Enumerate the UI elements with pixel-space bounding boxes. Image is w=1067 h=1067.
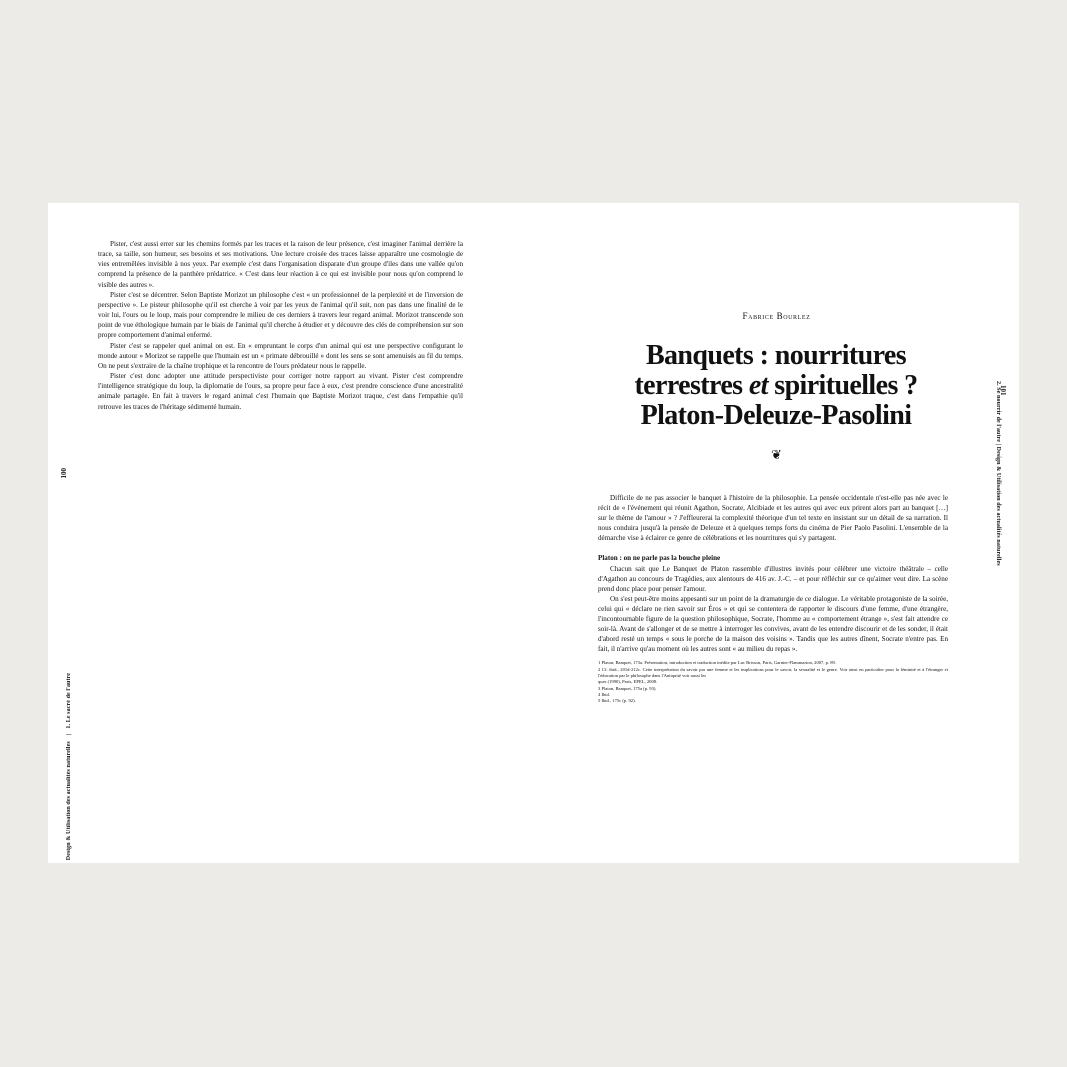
title-line-1: Banquets : nourritures: [645, 340, 907, 371]
article-title: [546, 341, 1006, 431]
footnote-3: 3 Platon, Banquet, 175a (p. 93).: [598, 685, 657, 691]
article-author: Fabrice Bourlez: [742, 311, 811, 321]
footnote-4: 4 Ibid.: [598, 691, 610, 697]
footnote-1: 1 Platon, Banquet, 173a. Présentation, introduction et traduction inédite par Luc Brisson, Paris, Garnier-Flammarion, 2007, p. 89.: [598, 660, 836, 666]
right-paragraph-2: On s'est peut-être moins appesanti sur un point de la dramaturgie de ce dialogue. Le véritable protagoniste de la soirée, celui qui « déclare ne rien savoir sur Éros » et qui se contentera de rapporter le discours d'une femme, d'une étrangère, l'incontournable figure de la question philosophique, Socrate, l'homme au « comportement étrange », s'est fait attendre ce soir-là. Avant de s'allonger et de se mettre à interroger les convives, avant de les entendre discourir et de les sonder, il était d'abord resté un temps « sous le porche de la maison des voisins ». Tandis que les autres dînent, Socrate n'entre pas. En fait, il n'arrive qu'au moment où les autres sont « au milieu du repas ».: [598, 594, 948, 654]
running-head-left-part2: 1. Le sacré de l'autre: [66, 673, 72, 729]
right-page: [534, 203, 1019, 863]
title-line-3: Platon-Deleuze-Pasolini: [640, 400, 912, 431]
title-line-2-emphasis: et: [748, 370, 768, 401]
running-head-right-part2: Design & Utilisation des actualités naturelles: [995, 446, 1001, 566]
left-page: [48, 203, 533, 863]
left-paragraph-1: Pister, c'est aussi errer sur les chemins formés par les traces et la raison de leur présence, c'est imaginer l'animal derrière la trace, sa taille, son humeur, ses besoins et ses motivations. Une lecture croisée des traces laisse apparaître une cosmologie de vies entremêlées invisible à nos yeux. Par exemple c'est dans l'organisation disparate d'un groupe d'iles dans une vallée qu'on comprend la présence de la panthère prédatrice. « C'est dans leur réaction à ce qui est invisible pour nous qu'on comprend le visible des autres ».: [98, 240, 463, 289]
footnotes: [598, 660, 948, 704]
section-subheading: Platon : on ne parle pas la bouche pleine: [598, 554, 721, 563]
footnote-2-cont: ques (1990), Paris, EPEL, 2008.: [598, 679, 658, 685]
title-line-2-end: spirituelles ?: [767, 370, 918, 401]
running-head-left: [66, 673, 72, 860]
book-spread: [48, 203, 1019, 863]
running-head-left-part1: Design & Utilisation des actualités naturelles: [66, 741, 72, 861]
running-head-right-part1: 2. Se nourrir de l'autre: [995, 381, 1001, 443]
title-line-2-start: terrestres: [634, 370, 749, 401]
left-paragraph-2: Pister c'est se décentrer. Selon Baptiste Morizot un philosophe c'est « un professionnel de la perplexité et de l'inversion de perspective ». Le pisteur philosophe qu'il est cherche à voir par les yeux de l'animal qu'il suit, non pas dans une finalité de le voir lui, l'ours ou le loup, mais pour comprendre le milieu de ces derniers à travers leur regard animal. Morizot transcende son point de vue éthologique humain par le biais de l'animal qu'il cherche à étudier et y découvre des clés de compréhension sur son propre comportement d'animal enfermé.: [98, 290, 463, 340]
running-head-left-separator: |: [66, 734, 72, 736]
right-body-text: [598, 493, 948, 704]
left-paragraph-3: Pister c'est se rappeler quel animal on est. En « empruntant le corps d'un animal qui est une perspective configurant le monde autour » Morizot se rappelle que l'humain est un « primate débrouillé » dont les sens se sont amenuisés au fil du temps. On ne peut s'extraire de la chaîne trophique et la rencontre de l'ours prédateur nous le rappelle.: [98, 341, 463, 370]
left-paragraph-4: Pister c'est donc adopter une attitude perspectiviste pour corriger notre rapport au vivant. Pister c'est comprendre l'intelligence stratégique du loup, la diplomatie de l'ours, sa propre peur face à eux, c'est prendre conscience d'une ancestralité animale partagée. En fait à travers le regard animal c'est l'humain que Baptiste Morizot traque, c'est dans l'empathie qu'il retrouve les traces de l'héritage sédimenté humain.: [98, 372, 463, 411]
folio-right: 101: [999, 385, 1007, 396]
footnote-2: 2 Cf. ibid., 201d-212c. Cette interprétation du savoir par une femme et les implications pour le savoir, la sexualité et le genre. Voir ainsi en particulier pour la féminité et à l'étranger et l'éducation par le philosophe dans l'Antiquité voir aussi les: [598, 666, 948, 678]
title-line-2: [546, 371, 1006, 401]
lead-paragraph: Difficile de ne pas associer le banquet à l'histoire de la philosophie. La pensée occidentale n'est-elle pas née avec le récit de « l'événement qui réunit Agathon, Socrate, Alcibiade et les autres qui avec eux prirent alors part au banquet […] sur le thème de l'amour » ? J'effleurerai la complexité théorique d'un tel texte en insistant sur un détail de sa narration. Il nous conduira jusqu'à la pensée de Deleuze et à quelques temps forts du cinéma de Pier Paolo Pasolini. L'ensemble de la démarche vise à éclairer ce genre de célébrations et les nourritures qui s'y partagent.: [598, 494, 948, 543]
right-paragraph-1: Chacun sait que Le Banquet de Platon rassemble d'illustres invités pour célébrer une victoire théâtrale – celle d'Agathon au concours de Tragédies, aux alentours de 416 av. J.-C. – et pour réfléchir sur ce qu'aimer veut dire. La scène prend donc place pour penser l'amour.: [598, 564, 948, 593]
footnote-5: 5 Ibid., 175c (p. 92).: [598, 698, 636, 704]
left-body-text: [98, 239, 463, 412]
fleuron-ornament: ❦: [771, 447, 782, 462]
running-head-right-separator: |: [995, 443, 1001, 446]
folio-left: 100: [60, 468, 68, 479]
